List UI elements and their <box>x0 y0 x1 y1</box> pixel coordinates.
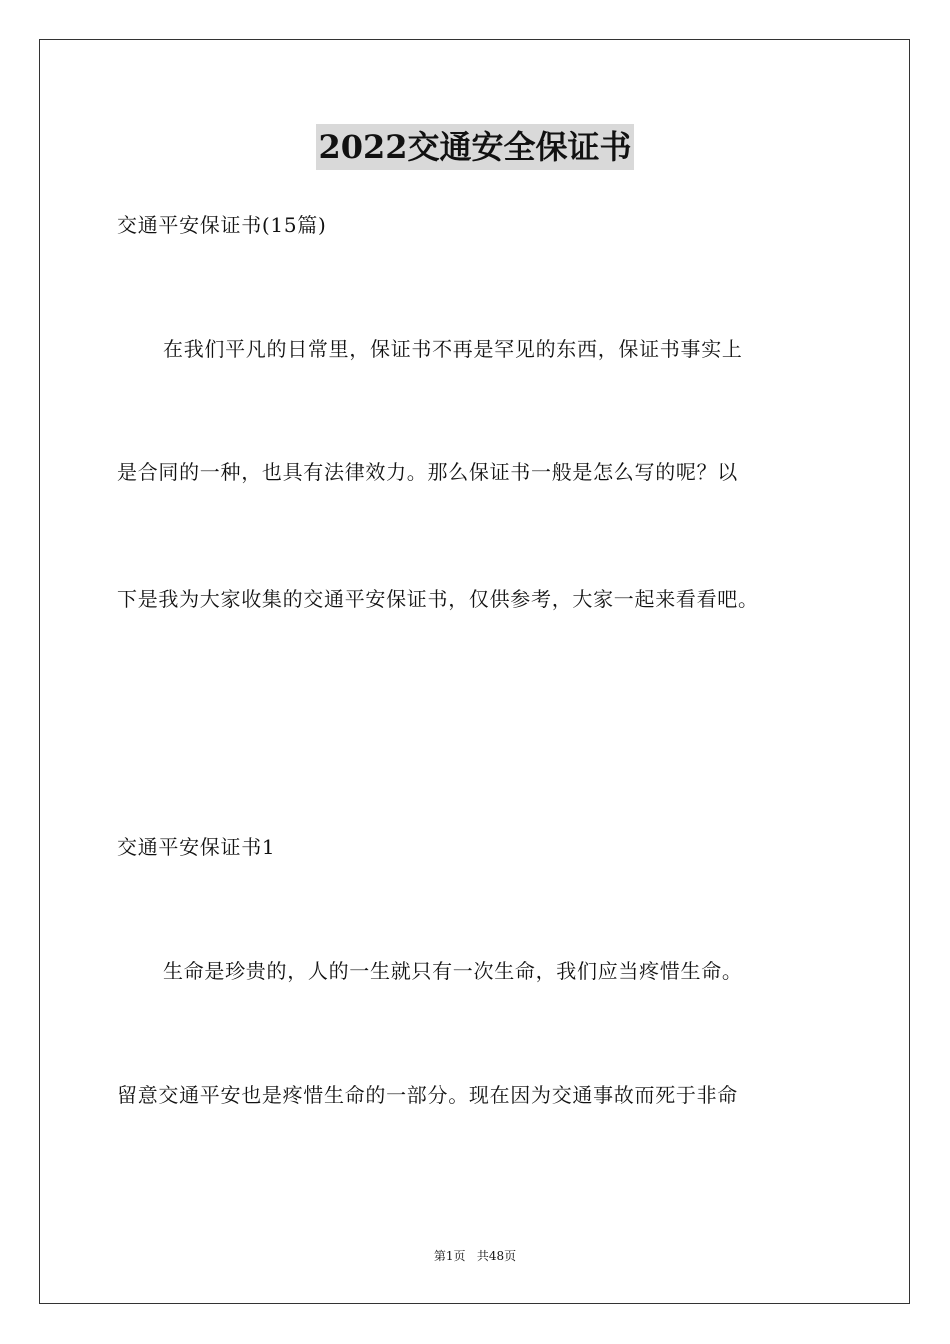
intro-line-3: 下是我为大家收集的交通平安保证书，仅供参考，大家一起来看看吧。 <box>117 587 759 611</box>
section-line-2: 留意交通平安也是疼惜生命的一部分。现在因为交通事故而死于非命 <box>117 1083 738 1107</box>
section-heading: 交通平安保证书1 <box>117 835 276 859</box>
title-container <box>0 124 950 170</box>
document-title: 2022交通安全保证书 <box>316 124 633 170</box>
page-total: 共48页 <box>476 1249 517 1263</box>
intro-line-2: 是合同的一种，也具有法律效力。那么保证书一般是怎么写的呢？以 <box>117 460 738 484</box>
page-number: 第1页 <box>433 1249 466 1263</box>
page-footer <box>0 1248 950 1264</box>
section-line-1: 生命是珍贵的，人的一生就只有一次生命，我们应当疼惜生命。 <box>163 959 743 983</box>
document-subtitle: 交通平安保证书(15篇) <box>117 213 327 237</box>
intro-line-1: 在我们平凡的日常里，保证书不再是罕见的东西，保证书事实上 <box>163 337 743 361</box>
